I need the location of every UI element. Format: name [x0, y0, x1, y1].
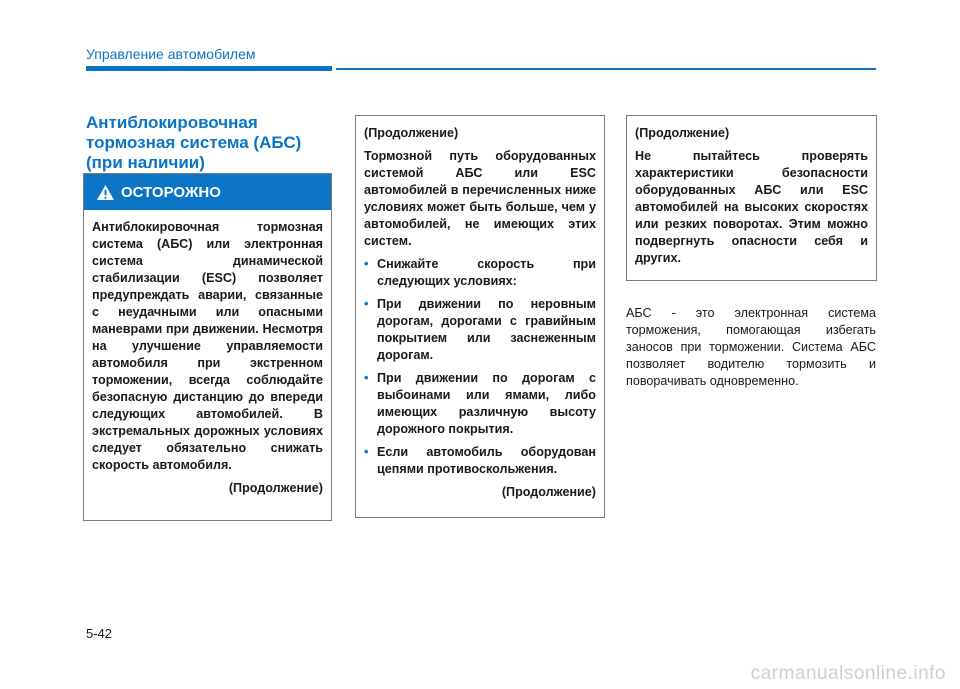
continued-box-right: [626, 115, 877, 281]
warning-label: ОСТОРОЖНО: [121, 183, 221, 201]
warning-continued: (Продолжение): [228, 481, 323, 495]
warning-text: Антиблокировочная тормозная система (АБС) или электронная система динамической стабилизации (ESC) позволяет предупреждать аварии, связанные с неудачными или опасными маневрами при движении. Несмотря на улучшение управляемости автомобиля при экстренном торможении, всегда соблюдайте безопасную дистанцию до впереди следующих автомобилей. В экстремальных дорожных условиях следует обязательно снижать скорость автомобиля.: [92, 220, 323, 472]
bullet-icon: •: [364, 297, 369, 311]
list-item-text: При движении по дорогам с выбоинами или ямами, либо имеющих различную высоту дорожного покрытия.: [377, 371, 596, 436]
warning-body: [84, 210, 331, 497]
header-rule-thick: [86, 66, 332, 71]
middle-box-text: Тормозной путь оборудованных системой АБС или ESC автомобилей в перечисленных ниже условиях может быть больше, чем у автомобилей, не имеющих этих систем.: [364, 149, 596, 248]
right-box-text: Не пытайтесь проверять характеристики безопасности оборудованных АБС или ESC автомобилей на высоких скоростях или резких поворотах. Этим можно подвергнуть опасности себя и других.: [635, 149, 868, 265]
bullet-icon: •: [364, 445, 369, 459]
section-title-line-3: (при наличии): [86, 153, 205, 172]
warning-box: [83, 173, 332, 521]
section-title-line-1: Антиблокировочная: [86, 113, 258, 132]
section-title-line-2: тормозная система (АБС): [86, 133, 302, 152]
list-item-text: Если автомобиль оборудован цепями противоскольжения.: [377, 445, 596, 476]
warning-triangle-icon: [96, 184, 115, 201]
middle-box-continued: (Продолжение): [501, 485, 596, 499]
section-header: Управление автомобилем: [86, 46, 256, 62]
header-rule-thin: [336, 68, 876, 70]
right-box-heading: (Продолжение): [635, 126, 730, 140]
middle-box-heading: (Продолжение): [364, 126, 459, 140]
warning-header: [84, 174, 331, 210]
list-item-text: Снижайте скорость при следующих условиях:: [377, 257, 596, 288]
middle-box-bullet-list: [364, 256, 596, 478]
bullet-icon: •: [364, 257, 369, 271]
page-number: 5-42: [86, 626, 113, 641]
abs-description: АБС - это электронная система торможения, помогающая избегать заносов при торможении. Система АБС позволяет водителю тормозить и поворачивать одновременно.: [626, 306, 876, 388]
continued-box-middle: [355, 115, 605, 518]
list-item: [364, 296, 596, 364]
middle-box-body: [356, 116, 604, 501]
list-item-text: При движении по неровным дорогам, дорогами с гравийным покрытием или заснеженным дорогам.: [377, 297, 596, 362]
list-item: [364, 370, 596, 438]
bullet-icon: •: [364, 371, 369, 385]
list-item: [364, 256, 596, 290]
list-item: [364, 444, 596, 478]
right-box-body: [627, 116, 876, 267]
section-title: [86, 113, 336, 173]
watermark: carmanualsonline.info: [750, 663, 946, 684]
